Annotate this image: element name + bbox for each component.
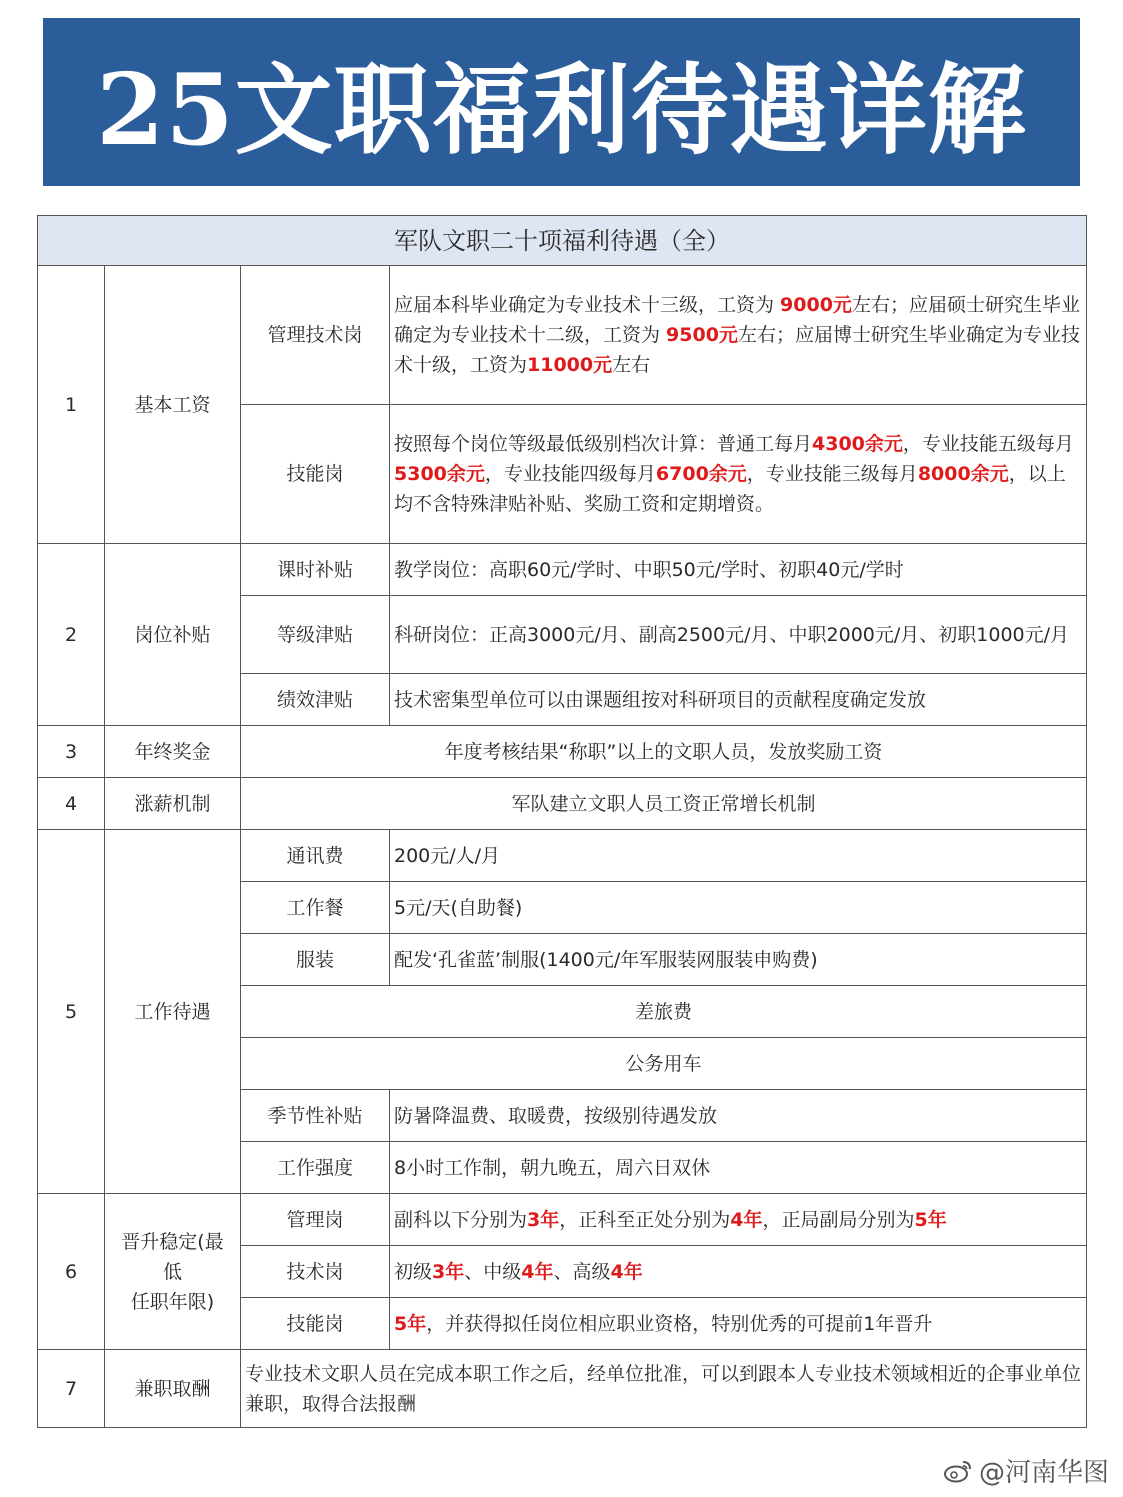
category-cell: 年终奖金 bbox=[105, 726, 241, 778]
banner-title: 25文职福利待遇详解 bbox=[96, 52, 1027, 168]
subcategory-cell: 季节性补贴 bbox=[241, 1090, 390, 1142]
subcategory-cell: 工作强度 bbox=[241, 1142, 390, 1194]
row-number: 6 bbox=[38, 1194, 105, 1350]
subcategory-cell: 绩效津贴 bbox=[241, 674, 390, 726]
table-row bbox=[38, 1194, 1087, 1246]
table-header-row bbox=[38, 216, 1087, 266]
subcategory-cell: 技能岗 bbox=[241, 405, 390, 544]
watermark bbox=[943, 1452, 1109, 1489]
subcategory-cell: 管理技术岗 bbox=[241, 266, 390, 405]
table-row bbox=[38, 778, 1087, 830]
subcategory-cell: 管理岗 bbox=[241, 1194, 390, 1246]
table-row bbox=[38, 544, 1087, 596]
table-title: 军队文职二十项福利待遇（全） bbox=[38, 216, 1087, 266]
description-cell: 5元/天(自助餐) bbox=[390, 882, 1087, 934]
description-cell: 公务用车 bbox=[241, 1038, 1087, 1090]
row-number: 1 bbox=[38, 266, 105, 544]
description-cell: 技术密集型单位可以由课题组按对科研项目的贡献程度确定发放 bbox=[390, 674, 1087, 726]
weibo-icon bbox=[943, 1459, 973, 1483]
category-cell: 工作待遇 bbox=[105, 830, 241, 1194]
description-cell: 副科以下分别为3年，正科至正处分别为4年，正局副局分别为5年 bbox=[390, 1194, 1087, 1246]
category-cell: 岗位补贴 bbox=[105, 544, 241, 726]
row-number: 5 bbox=[38, 830, 105, 1194]
row-number: 7 bbox=[38, 1350, 105, 1428]
description-cell: 军队建立文职人员工资正常增长机制 bbox=[241, 778, 1087, 830]
description-cell: 5年，并获得拟任岗位相应职业资格，特别优秀的可提前1年晋升 bbox=[390, 1298, 1087, 1350]
description-cell: 应届本科毕业确定为专业技术十三级，工资为 9000元左右；应届硕士研究生毕业确定为专业技术十二级，工资为 9500元左右；应届博士研究生毕业确定为专业技术十级，工资为11000元左右 bbox=[390, 266, 1087, 405]
row-number: 3 bbox=[38, 726, 105, 778]
description-cell: 8小时工作制，朝九晚五，周六日双休 bbox=[390, 1142, 1087, 1194]
row-number: 2 bbox=[38, 544, 105, 726]
subcategory-cell: 工作餐 bbox=[241, 882, 390, 934]
subcategory-cell: 通讯费 bbox=[241, 830, 390, 882]
subcategory-cell: 服装 bbox=[241, 934, 390, 986]
table-row bbox=[38, 726, 1087, 778]
description-cell: 200元/人/月 bbox=[390, 830, 1087, 882]
subcategory-cell: 等级津贴 bbox=[241, 596, 390, 674]
category-cell: 兼职取酬 bbox=[105, 1350, 241, 1428]
description-cell: 年度考核结果“称职”以上的文职人员，发放奖励工资 bbox=[241, 726, 1087, 778]
category-cell: 晋升稳定(最 低 任职年限) bbox=[105, 1194, 241, 1350]
description-cell: 教学岗位：高职60元/学时、中职50元/学时、初职40元/学时 bbox=[390, 544, 1087, 596]
description-cell: 防暑降温费、取暖费，按级别待遇发放 bbox=[390, 1090, 1087, 1142]
category-cell: 基本工资 bbox=[105, 266, 241, 544]
description-cell: 初级3年、中级4年、高级4年 bbox=[390, 1246, 1087, 1298]
subcategory-cell: 技术岗 bbox=[241, 1246, 390, 1298]
description-cell: 科研岗位：正高3000元/月、副高2500元/月、中职2000元/月、初职1000元/月 bbox=[390, 596, 1087, 674]
subcategory-cell: 技能岗 bbox=[241, 1298, 390, 1350]
table-row bbox=[38, 830, 1087, 882]
description-cell: 专业技术文职人员在完成本职工作之后，经单位批准，可以到跟本人专业技术领域相近的企事业单位兼职，取得合法报酬 bbox=[241, 1350, 1087, 1428]
table-row bbox=[38, 266, 1087, 405]
description-cell: 差旅费 bbox=[241, 986, 1087, 1038]
category-cell: 涨薪机制 bbox=[105, 778, 241, 830]
benefits-table bbox=[37, 215, 1087, 1428]
row-number: 4 bbox=[38, 778, 105, 830]
watermark-text: @河南华图 bbox=[978, 1458, 1109, 1488]
table-row bbox=[38, 1350, 1087, 1428]
subcategory-cell: 课时补贴 bbox=[241, 544, 390, 596]
description-cell: 按照每个岗位等级最低级别档次计算：普通工每月4300余元，专业技能五级每月5300余元，专业技能四级每月6700余元，专业技能三级每月8000余元，以上均不含特殊津贴补贴、奖励工资和定期增资。 bbox=[390, 405, 1087, 544]
title-banner bbox=[43, 18, 1080, 186]
description-cell: 配发‘孔雀蓝’制服(1400元/年军服装网服装申购费) bbox=[390, 934, 1087, 986]
